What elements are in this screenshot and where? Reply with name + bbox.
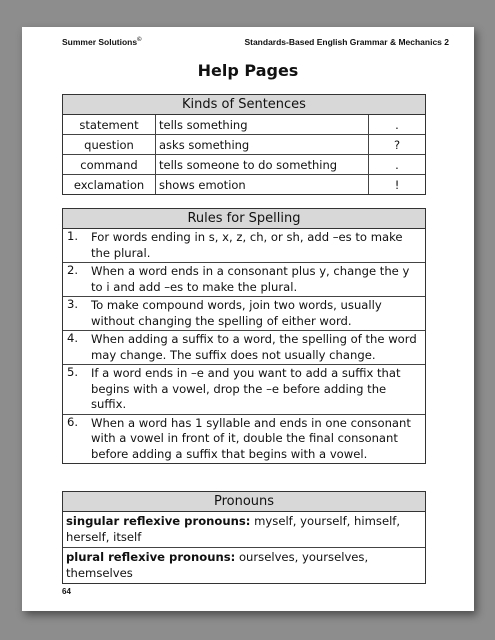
plural-label: plural reflexive pronouns:: [66, 550, 236, 564]
list-item: [63, 414, 425, 464]
header-book-title: Summer Solutions©: [62, 37, 142, 47]
sentence-kind: statement: [63, 115, 156, 135]
rule-number: 3.: [67, 297, 79, 311]
sentence-punctuation: !: [369, 175, 426, 195]
sentence-kind: command: [63, 155, 156, 175]
plural-list: ourselves, yourselves, themselves: [66, 550, 369, 580]
singular-list: myself, yourself, himself, herself, itself: [66, 514, 401, 544]
kinds-of-sentences-title: Kinds of Sentences: [63, 95, 425, 115]
singular-label: singular reflexive pronouns:: [66, 514, 251, 528]
pronouns-box: [62, 491, 426, 584]
rules-for-spelling-title: Rules for Spelling: [63, 209, 425, 229]
list-item: [63, 296, 425, 330]
rule-number: 5.: [67, 365, 79, 379]
page-title: Help Pages: [197, 61, 299, 80]
rule-number: 2.: [67, 263, 79, 277]
table-row: [63, 115, 425, 135]
sentence-punctuation: .: [369, 155, 426, 175]
rule-text: When a word ends in a consonant plus y, change the y to i and add –es to make the plural.: [91, 264, 410, 294]
rule-number: 1.: [67, 229, 79, 243]
table-row: [63, 135, 425, 155]
list-item: [63, 229, 425, 262]
kinds-of-sentences-table: [63, 115, 425, 194]
singular-reflexive-pronouns: [63, 512, 425, 547]
rule-text: For words ending in s, x, z, ch, or sh, add –es to make the plural.: [91, 230, 403, 260]
workbook-page: [22, 27, 474, 611]
sentence-description: shows emotion: [156, 175, 369, 195]
rule-text: To make compound words, join two words, usually without changing the spelling of either word.: [91, 298, 382, 328]
kinds-of-sentences-box: [62, 94, 426, 195]
rule-number: 6.: [67, 414, 79, 429]
copyright-mark: ©: [137, 37, 142, 44]
sentence-description: tells someone to do something: [156, 155, 369, 175]
sentence-punctuation: .: [369, 115, 426, 135]
rule-number: 4.: [67, 331, 79, 345]
rule-text: When a word has 1 syllable and ends in one consonant with a vowel in front of it, double the final consonant before adding a suffix that begins with a vowel.: [91, 415, 411, 461]
rule-text: If a word ends in –e and you want to add a suffix that begins with a vowel, drop the –e before adding the suffix.: [91, 366, 401, 411]
sentence-punctuation: ?: [369, 135, 426, 155]
header-subtitle: Standards-Based English Grammar & Mechanics 2: [244, 37, 449, 47]
list-item: [63, 262, 425, 296]
table-row: [63, 155, 425, 175]
sentence-kind: question: [63, 135, 156, 155]
rule-text: When adding a suffix to a word, the spelling of the word may change. The suffix does not usually change.: [91, 332, 417, 362]
list-item: [63, 330, 425, 364]
pronouns-title: Pronouns: [63, 492, 425, 512]
sentence-description: tells something: [156, 115, 369, 135]
spelling-rules-list: [63, 229, 425, 463]
sentence-description: asks something: [156, 135, 369, 155]
list-item: [63, 364, 425, 414]
table-row: [63, 175, 425, 195]
plural-reflexive-pronouns: [63, 547, 425, 583]
rules-for-spelling-box: [62, 208, 426, 464]
page-number: 64: [62, 587, 71, 596]
sentence-kind: exclamation: [63, 175, 156, 195]
